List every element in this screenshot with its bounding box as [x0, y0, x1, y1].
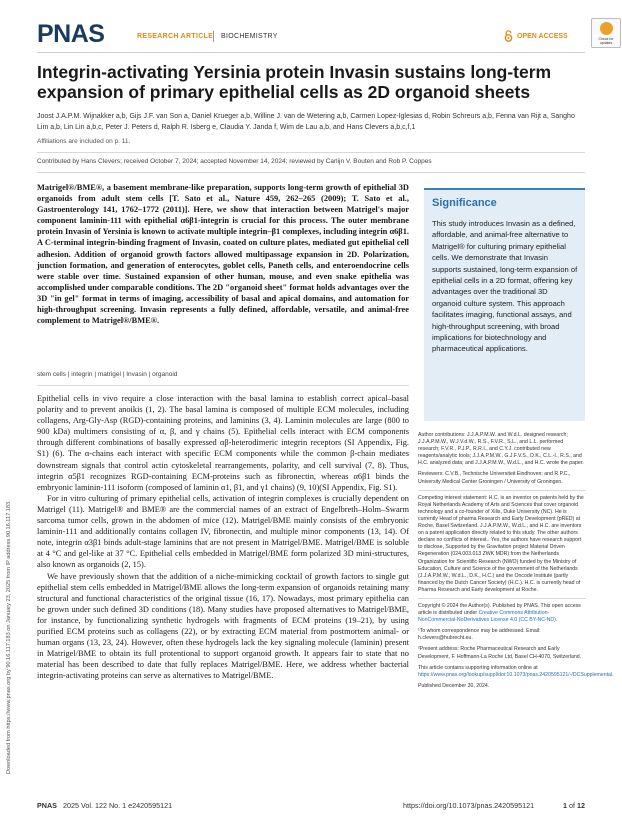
page-total: 12 — [577, 801, 585, 810]
license-link[interactable]: Creative Commons Attribution-NonCommercial-NoDerivatives License 4.0 (CC BY-NC-ND). — [418, 610, 558, 624]
copyright-text: Copyright © 2024 the Author(s). Published by PNAS. This open access article is distributed under — [418, 602, 581, 617]
correspondence-note: ¹To whom correspondence may be addressed. Email: h.clevers@hubrecht.eu. — [418, 628, 541, 642]
updates-label: Check for updates — [598, 37, 614, 45]
copyright-note — [418, 603, 586, 624]
header-divider — [213, 31, 214, 42]
footer-journal: PNAS — [37, 801, 57, 810]
page-header — [37, 20, 614, 48]
footer-volume: 2025 Vol. 122 No. 1 e2420595121 — [62, 801, 173, 810]
significance-text: This study introduces Invasin as a defined, affordable, and animal-free alternative to Matrigel® for culturing primary epithelial cells. We demonstrate that Invasin supports sustained, long-term expansion of epithelial cells in a 2D format, offering key advantages over the traditional 3D organoid culture system. This approach facilitates imaging, functional assays, and high-throughput screening, with broad implications for biotechnology and pharmaceutical applications. — [432, 219, 578, 354]
affiliations-note: Affiliations are included on p. 11. — [37, 138, 131, 145]
open-access-icon — [504, 30, 513, 42]
subject-label: BIOCHEMISTRY — [221, 33, 278, 40]
article-type-label: RESEARCH ARTICLE — [137, 33, 214, 40]
significance-title: Significance — [432, 197, 497, 209]
download-notice: Downloaded from https://www.pnas.org by 90.16.117.183 on January 23, 2025 from IP address 90.16.117.183. — [6, 500, 12, 774]
significance-box — [424, 188, 585, 421]
journal-logo: PNAS — [37, 20, 105, 48]
footer-doi-link[interactable]: https://doi.org/10.1073/pnas.2420595121 — [403, 801, 535, 810]
updates-icon — [600, 22, 613, 35]
article-title — [37, 62, 585, 102]
abstract: Matrigel®/BME®, a basement membrane-like preparation, supports long-term growth of epithelial 3D organoids from adult stem cells [T. Sato et al., Nature 459, 262–265 (2009); T. Sato et al., Gastroenterology 141, 1762–1772 (2011)]. Here, we show that interaction between Matrigel's major component laminin-111 with epithelial α6β1-integrin is crucial for this process. The outer membrane protein Invasin of Yersinia is known to activate multiple integrin–β1 complexes, including integrin α6β1. A C-terminal integrin-binding fragment of Invasin, coated on culture plates, mediated gut epithelial cell adhesion. Addition of organoid growth factors allowed multipassage expansion in 2D. Polarization, junction formation, and generation of enterocytes, goblet cells, Paneth cells, and enteroendocrine cells were stable over time. Sustained expansion of other human, mouse, and even snake epithelia was accomplished under comparable conditions. The 2D "organoid sheet" format holds advantages over the 3D "in gel" format in terms of imaging, accessibility of basal and apical domains, and automation for high-throughput screening. Invasin represents a fully defined, affordable, versatile, and animal-free complement to Matrigel®/BME®. — [37, 183, 409, 326]
page-current: 1 — [563, 801, 567, 810]
body-paragraph: For in vitro culturing of primary epithelial cells, activation of integrin complexes is crucially dependent on Matrigel (11). Matrigel® and BME® are the commercial names of an extract of Engelbreth–Holm–Swarm sarcoma tumor cells, grown in the abdomen of mice (12). Matrigel/BME mainly consists of the embryonic laminin-111 and additionally contains collagen IV, fibronectin, and multiple minor components (13, 14). Of note, integrin α3β1 binds adult-stage laminins that are not present in Matrigel/BME. Matrigel/BME is soluble at 4 °C and gel-like at 37 °C. Epithelial cells embedded in Matrigel/BME form polarized 3D mini-structures, also known as organoids (2, 15). — [37, 493, 409, 570]
header-rule — [37, 52, 585, 53]
keywords-rule — [37, 385, 409, 386]
check-for-updates-button[interactable] — [591, 18, 621, 48]
published-date: Published December 30, 2024. — [418, 682, 490, 689]
title-text: Integrin-activating Yersinia protein Invasin sustains long-term expansion of primary epithelial cells as 2D organoid sheets — [37, 62, 552, 102]
notes-divider — [418, 598, 586, 599]
body-paragraph: We have previously shown that the addition of a niche-mimicking cocktail of growth factors to single gut epithelial stem cells embedded in Matrigel/BME allows the long-term expansion of organoids retaining many structural and functional characteristics of the original tissue (16, 17). Nowadays, most primary epithelia can be grown under such defined 3D conditions (18). Many studies have proposed alternatives to Matrigel/BME, for instance, by functionalizing synthetic hydrogels with fragments of ECM proteins (19–21), by using purified ECM proteins such as collagens (22), or by extracting ECM material from postmortem animal- or human organs (13, 23, 24). However, often these hydrogels lack the key signaling molecule (laminin) present in Matrigel/BME to obtain its full protentional to support organoid growth. It appears fair to state that no material has been described to date that fully replaces Matrigel/BME. Here, we address whether bacterial integrin-activating proteins can serve as alternatives to Matrigel/BME. — [37, 571, 409, 681]
competing-interests: Competing interest statement: H.C. is an inventor on patents held by the Royal Netherlands Academy of Arts and Sciences that cover organoid technology and a co-founder of Xilis, Duke University (NC). He is currently Head of pharma Research and Early Development (pRED) at Roche, Basel Switzerland. J.J.A.P.M.W., W.d.L., and H.C. are inventors on a patent application directly related to this study. The other authors declare no conflicts of interest.. Yes, the authors have research support to disclose, Supported by the Gravitation project Material Driven Regeneration (024.003.013 ZWK MDR) from the Netherlands Organization for Scientific Research (NWO) funded by the Ministry of Education, Culture and Science of the government of the Netherlands (J.J.A.P.M.W., W.d.L., D.K., H.C.) and the Oncode Institute (partly financed by the Dutch Cancer Society) (H.C.). H.C. is currently head of Pharma Research and Early development at Roche. — [418, 494, 584, 593]
body-paragraph: Epithelial cells in vivo require a close interaction with the basal lamina to establish correct apical–basal polarity and to prevent anoikis (1, 2). The basal lamina is composed of multiple ECM molecules, including collagens, Arg-Gly-Asp (RGD)-containing proteins, and laminins (3, 4). Laminin molecules are large (800 to 900 kDa) multimers consisting of α, β, and γ chains (5). Epithelial cells interact with ECM components through different combinations of basally expressed αβ-heterodimeric integrin receptors (SI Appendix, Fig. S1) (6). The α-chains each interact with specific ECM components while the common β-chain mediates downstream signals that control actin cytoskeletal rearrangements, polarity, and cell survival (7, 8). Thus, integrin α5β1 recognizes RGD-containing ECM-proteins such as fibronectin, whereas α6β1 binds the embryonic laminin-111 isoform (composed of laminin α1, β1, and γ1 chains) (9, 10)(SI Appendix, Fig. S1). — [37, 394, 409, 492]
page-of: of — [569, 801, 575, 810]
keywords: stem cells | integrin | matrigel | Invasin | organoid — [37, 371, 178, 378]
page-footer — [37, 801, 585, 813]
section-rule — [37, 152, 585, 153]
article-notes — [418, 432, 614, 694]
author-contributions: Author contributions: J.J.A.P.M.W. and W.d.L. designed research; J.J.A.P.M.W., W.J.V.d.W., R.S., F.V.R., S.L., and L.L. performed research; F.V.R., P.J.P., R.R.I., and C.Y.J. contributed new reagents/analytic tools; J.J.A.P.M.W., G.J.F.V.S., D.K., C.L.-I., R.S., and H.C. analyzed data; and J.J.A.P.M.W., W.d.L., and H.C. wrote the paper. — [418, 432, 584, 467]
section-rule — [37, 172, 585, 173]
reviewers-note: Reviewers: C.V.B., Technische Universiteit Eindhoven; and R.P.C., University Medical Center Groningen / University of Groningen. — [418, 471, 571, 485]
page-number — [563, 801, 585, 810]
main-text — [37, 393, 409, 681]
download-strip — [5, 395, 13, 775]
notes-divider — [418, 490, 586, 491]
contribution-line: Contributed by Hans Clevers; received October 7, 2024; accepted November 14, 2024; reviewed by Carlijn V. Bouten and Rob P. Coppes — [37, 158, 432, 165]
supporting-text: This article contains supporting information online at — [418, 664, 538, 671]
present-address-note: ²Present address: Roche Pharmaceutical Research and Early Development, F. Hoffmann-La Roche Ltd, Basel CH-4070, Switzerland. — [418, 646, 582, 660]
open-access-label: OPEN ACCESS — [517, 33, 568, 40]
author-list: Joost J.A.P.M. Wijnakker a,b, Gijs J.F. van Son a, Daniel Krueger a,b, Willine J. van de Wetering a,b, Carmen Lopez-Iglesias d, Robin Schreurs a,b, Fenna van Rijt a, Sangho Lim a,b, Lin Lin a,b,c, Peter J. Peters d, Ralph R. Isberg e, Claudia Y. Janda f, Wim de Lau a,b, and Hans Clevers a,b,c,f,1 — [37, 113, 575, 131]
footer-citation — [37, 801, 172, 810]
supporting-info-link[interactable]: https://www.pnas.org/lookup/suppl/doi:10.1073/pnas.2420595121/-/DCSupplemental. — [418, 671, 614, 678]
supporting-info-note — [418, 664, 614, 679]
